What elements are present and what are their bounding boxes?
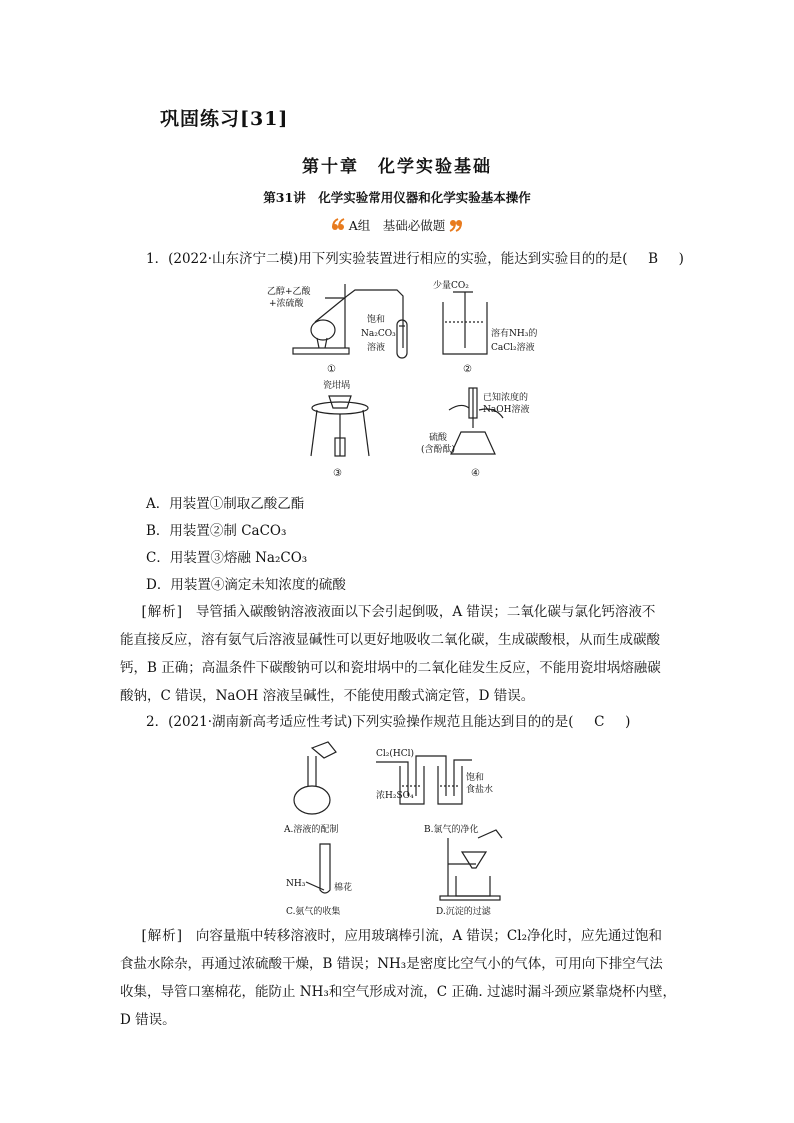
app4-label2: NaOH溶液 bbox=[483, 405, 530, 415]
app4-num: ④ bbox=[471, 468, 480, 479]
apparatus-2 bbox=[443, 292, 487, 354]
app1-label2: +浓硫酸 bbox=[269, 299, 304, 309]
app2-num: ② bbox=[463, 364, 472, 375]
figure-d-caption: D.沉淀的过滤 bbox=[436, 907, 491, 917]
question-1-figure bbox=[265, 278, 555, 486]
figure-a bbox=[294, 742, 336, 814]
close-quote-icon bbox=[449, 218, 463, 232]
figure-b-caption: B.氯气的净化 bbox=[424, 825, 479, 835]
open-quote-icon bbox=[331, 218, 345, 232]
question-2-answer: C bbox=[594, 714, 605, 730]
figure-b-label1: 浓H₂SO₄ bbox=[376, 791, 414, 801]
chapter-title: 第十章 化学实验基础 bbox=[302, 157, 492, 177]
app1-label3: 饱和 bbox=[367, 315, 386, 325]
figure-a-caption: A.溶液的配制 bbox=[284, 825, 339, 835]
question-2-analysis: [解析] 向容量瓶中转移溶液时，应用玻璃棒引流，A 错误；Cl₂净化时，应先通过饱和 食盐水除杂，再通过浓硫酸干燥，B 错误；NH₃是密度比空气小的气体，可用向下排空气法 收集，导管口塞棉花，能防止 NH₃和空气形成对流，C 正确. 过滤时漏斗颈应紧靠烧杯内壁， D 错误。 bbox=[120, 928, 676, 1028]
analysis-tag: [解析] bbox=[141, 604, 184, 620]
question-2-figure bbox=[280, 740, 520, 922]
analysis-tag: [解析] bbox=[141, 928, 184, 944]
app1-label5: 溶液 bbox=[367, 343, 386, 353]
figure-c-label1: 棉花 bbox=[334, 883, 353, 893]
app3-num: ③ bbox=[333, 468, 342, 479]
question-1-answer: B bbox=[648, 251, 659, 267]
option-d: D．用装置④滴定未知浓度的硫酸 bbox=[146, 577, 346, 593]
option-c: C．用装置③熔融 Na₂CO₃ bbox=[146, 550, 308, 566]
app4-label3: 硫酸 bbox=[429, 433, 448, 443]
app4-label1: 已知浓度的 bbox=[483, 393, 529, 403]
app1-num: ① bbox=[327, 364, 336, 375]
app2-label3: CaCl₂溶液 bbox=[491, 343, 535, 353]
app1-label1: 乙醇+乙酸 bbox=[267, 287, 311, 297]
question-1-stem: 1．(2022·山东济宁二模)用下列实验装置进行相应的实验，能达到实验目的的是( B ) bbox=[146, 251, 684, 267]
app1-label4: Na₂CO₃ bbox=[361, 329, 396, 339]
group-label-text: A组 基础必做题 bbox=[348, 218, 446, 233]
figure-d bbox=[440, 830, 502, 900]
app2-label1: 少量CO₂ bbox=[433, 281, 469, 291]
question-1-analysis: [解析] 导管插入碳酸钠溶液液面以下会引起倒吸，A 错误；二氧化碳与氯化钙溶液不 能直接反应，溶有氨气后溶液显碱性可以更好地吸收二氧化碳，生成碳酸根，从而生成碳酸 钙，B 正确；高温条件下碳酸钠可以和瓷坩埚中的二氧化硅发生反应，不能用瓷坩埚熔融碳 酸钠，C 错误，NaOH 溶液呈碱性，不能使用酸式滴定管，D 错误。 bbox=[120, 604, 661, 704]
app2-label2: 溶有NH₃的 bbox=[491, 329, 538, 339]
question-2-stem: 2．(2021·湖南新高考适应性考试)下列实验操作规范且能达到目的的是( C ) bbox=[146, 714, 631, 730]
group-label bbox=[0, 216, 794, 234]
figure-c-gas: NH₃ bbox=[286, 879, 306, 889]
app4-label4: (含酚酞) bbox=[421, 445, 456, 455]
figure-c-caption: C.氨气的收集 bbox=[286, 907, 341, 917]
page-heading: 巩固练习[31] bbox=[160, 108, 289, 130]
figure-b-gas: Cl₂(HCl) bbox=[376, 749, 415, 759]
figure-b-label2: 饱和 bbox=[466, 773, 485, 783]
apparatus-3 bbox=[311, 396, 369, 456]
figure-c bbox=[306, 844, 330, 893]
option-a: A．用装置①制取乙酸乙酯 bbox=[146, 496, 305, 512]
figure-b-label3: 食盐水 bbox=[466, 785, 494, 795]
app3-label1: 瓷坩埚 bbox=[323, 381, 351, 391]
lecture-title: 第31讲 化学实验常用仪器和化学实验基本操作 bbox=[263, 190, 531, 205]
option-b: B．用装置②制 CaCO₃ bbox=[146, 523, 287, 539]
